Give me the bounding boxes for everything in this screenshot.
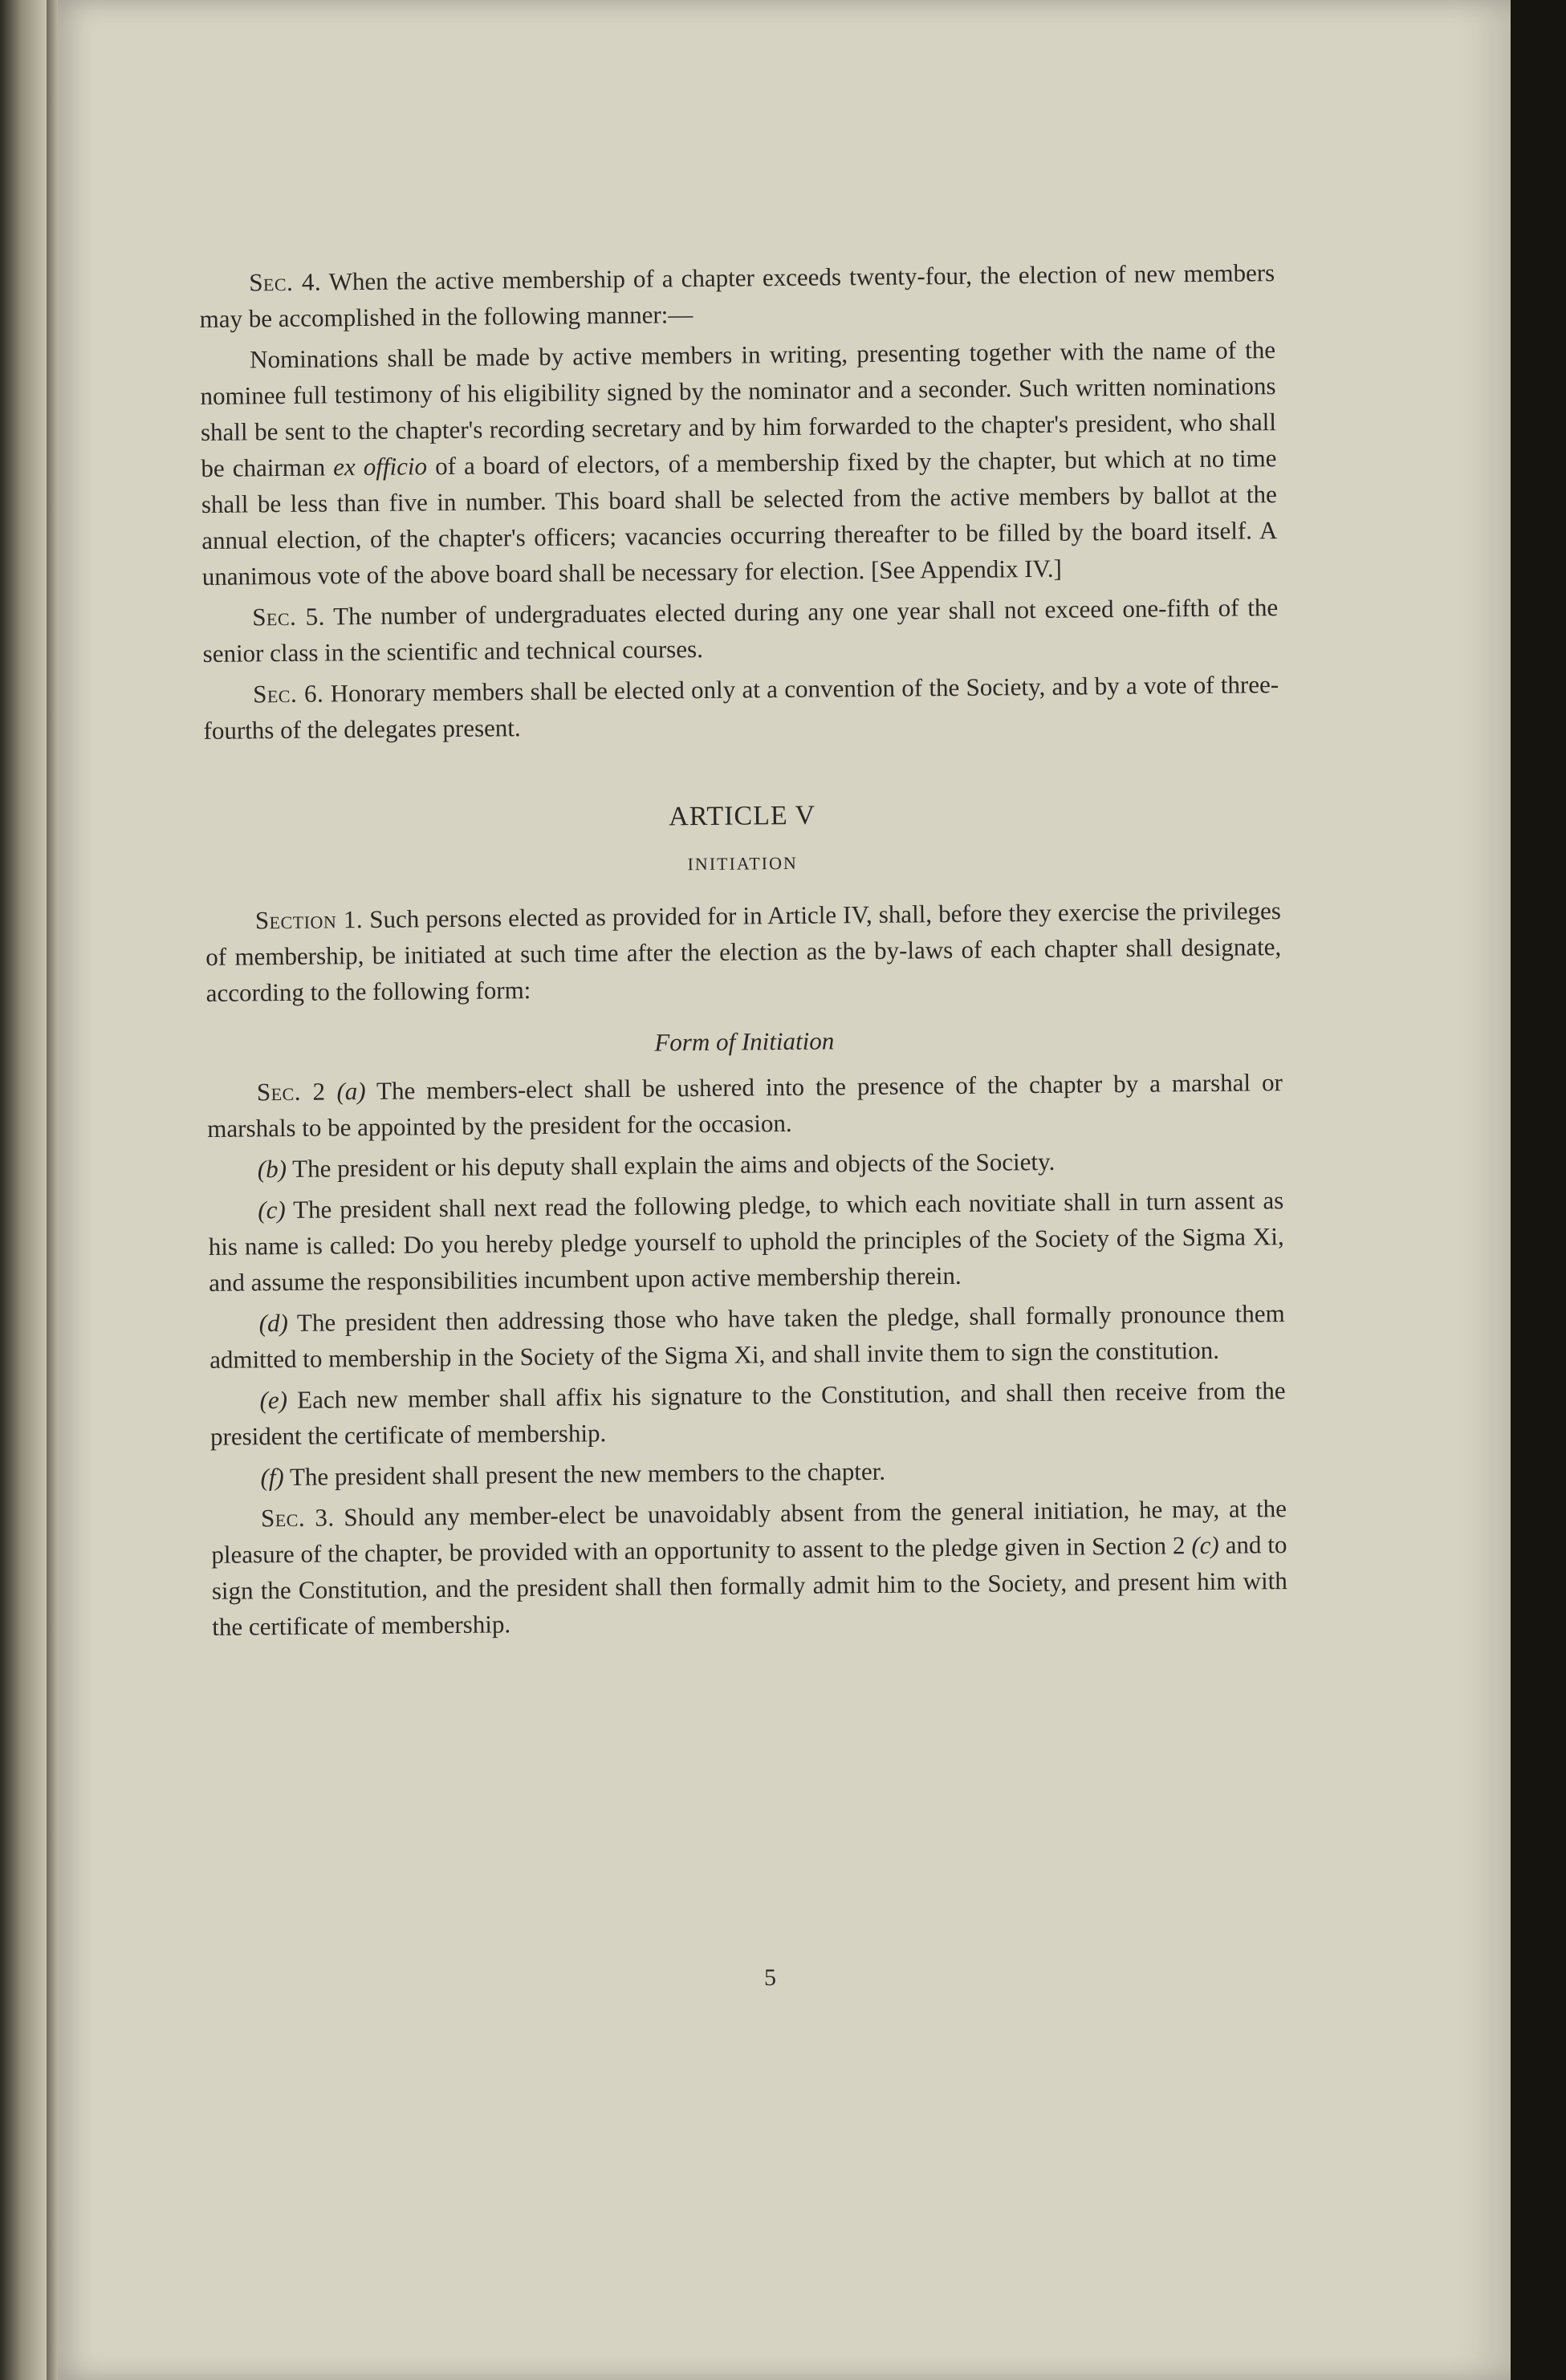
- page-body: [199, 254, 1288, 1650]
- background-edge: [1511, 56, 1566, 2319]
- paragraph-text: and to sign the Constitution, and the president shall then formally admit him to the Society, and present him with the certificate of membership.: [211, 1530, 1287, 1641]
- paragraph-text: The president shall next read the following pledge, to which each novitiate shall in turn assent as his name is called: Do you hereby pledge yourself to uphold the principles of the Society of the Sigma Xi, and assume the responsibilities incumbent upon active membership therein.: [208, 1186, 1284, 1297]
- paragraph-c: [208, 1182, 1284, 1301]
- item-marker: (c): [1191, 1530, 1219, 1560]
- paragraph-text: The number of undergraduates elected during any one year shall not exceed one-fifth of the senior class in the scientific and technical courses.: [202, 593, 1279, 668]
- paragraph-f: [210, 1449, 1286, 1496]
- page-number: 5: [764, 1964, 776, 1991]
- paragraph-text: When the active membership of a chapter exceeds twenty-four, the election of new members may be accomplished in the following manner:—: [199, 258, 1275, 333]
- paragraph-sec6: [203, 666, 1279, 749]
- article-title: ARTICLE V: [668, 800, 816, 832]
- paragraph-d: [209, 1295, 1285, 1378]
- paragraph-text: The president then addressing those who have taken the pledge, shall formally pronounce them admitted to membership in the Society of the Sigma Xi, and shall invite them to sign the constitution.: [209, 1299, 1285, 1374]
- italic-term: ex officio: [333, 452, 428, 481]
- paragraph-text: The president shall present the new members to the chapter.: [289, 1456, 886, 1491]
- item-marker: (e): [259, 1386, 288, 1415]
- paragraph-text: The members-elect shall be ushered into the presence of the chapter by a marshal or marshals to be appointed by the president for the occasion.: [207, 1068, 1283, 1143]
- paragraph-sec3: [211, 1490, 1288, 1645]
- item-marker: (d): [258, 1308, 288, 1338]
- item-marker: (b): [257, 1155, 287, 1184]
- paragraph-e: [209, 1372, 1286, 1455]
- paragraph-sec5: [202, 589, 1279, 672]
- paragraph-text: Should any member-elect be unavoidably absent from the general initiation, he may, at the pleasure of the chapter, be provided with an opportunity to assent to the pledge given in Section 2: [211, 1494, 1287, 1569]
- paragraph-text: Honorary members shall be elected only at a convention of the Society, and by a vote of three-fourths of the delegates present.: [203, 670, 1279, 745]
- article-subtitle: INITIATION: [687, 852, 798, 875]
- paragraph-text: Each new member shall affix his signature to the Constitution, and shall then receive from the president the certificate of membership.: [209, 1376, 1286, 1451]
- item-marker: (f): [260, 1463, 284, 1492]
- paragraph-text: Such persons elected as provided for in Article IV, shall, before they exercise the privileges of membership, be initiated at such time after the election as the by-laws of each chapter shall designate, according to the following form:: [205, 896, 1282, 1007]
- section-label: Section 1.: [254, 905, 364, 935]
- book-gutter: [47, 0, 58, 2380]
- item-marker: (c): [258, 1196, 286, 1225]
- form-heading: Form of Initiation: [654, 1026, 835, 1057]
- paragraph-section1: [205, 892, 1282, 1011]
- section-label: Sec. 3.: [260, 1503, 335, 1533]
- paragraph-text: The president or his deputy shall explain the aims and objects of the Society.: [292, 1147, 1056, 1183]
- section-label: Sec. 5.: [252, 602, 326, 632]
- paragraph-nominations: [200, 331, 1278, 595]
- left-page-edge: [0, 0, 47, 2380]
- paragraph-text: of a board of electors, of a membership fixed by the chapter, but which at no time shall be less than five in number. This board shall be selected from the active members by ballot at the annual election, of the chapter's officers; vacancies occurring thereafter to be filled by the board itself. A unanimous vote of the above board shall be necessary for election. [See Appendix IV.]: [201, 444, 1278, 591]
- item-marker: (a): [336, 1077, 366, 1106]
- section-label: Sec. 4.: [249, 267, 322, 297]
- paragraph-text: Nominations shall be made by active members in writing, presenting together with the name of the nominee full testimony of his eligibility signed by the nominator and a seconder. Such written nominations shall be sent to the chapter's recording secretary and by him forwarded to the chapter's president, who shall be chairman: [200, 335, 1277, 482]
- section-label: Sec. 2: [256, 1077, 326, 1107]
- paragraph-sec4: [199, 254, 1275, 337]
- paragraph-b: [208, 1141, 1283, 1188]
- paragraph-sec2a: [207, 1064, 1283, 1147]
- section-label: Sec. 6.: [252, 679, 324, 709]
